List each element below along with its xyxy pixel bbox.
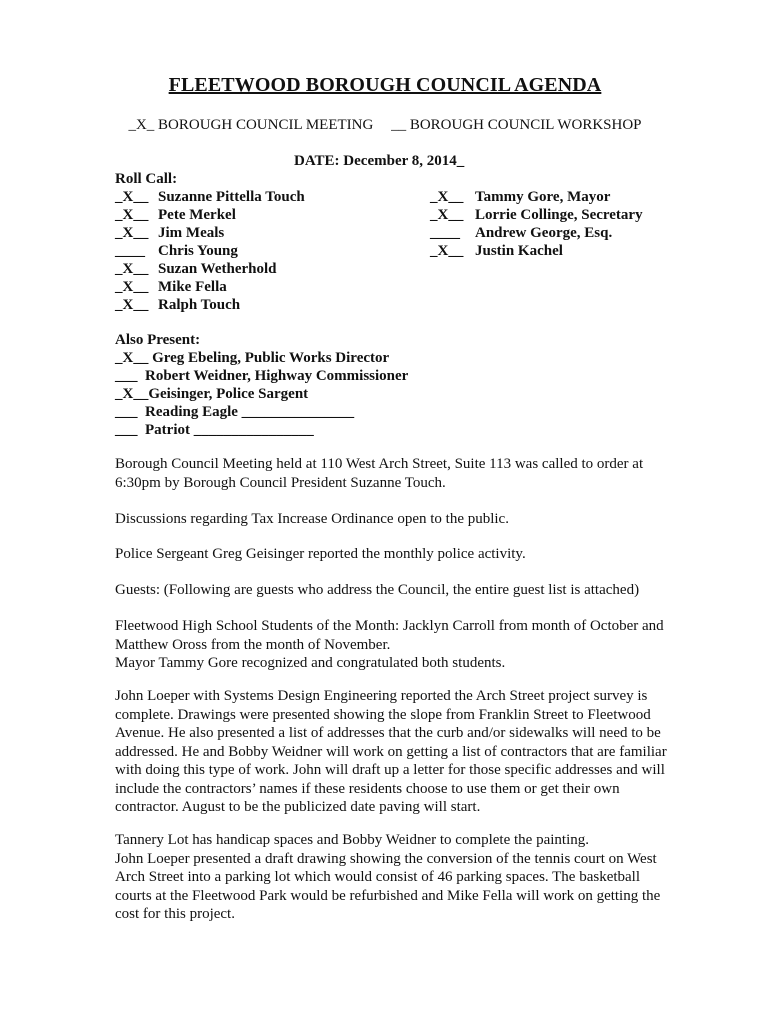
meeting-type-row (0, 117, 770, 134)
member-name: Suzanne Pittella Touch (158, 189, 305, 205)
minutes-text: Police Sergeant Greg Geisinger reported the monthly police activity. (115, 546, 526, 562)
attendance-mark: ____ (430, 225, 460, 241)
roll-call-row (430, 242, 670, 260)
attendance-mark: _X__ (115, 207, 149, 223)
attendance-mark: _X__ (115, 261, 149, 277)
minutes-text: Tannery Lot has handicap spaces and Bobby Weidner to complete the painting. (115, 832, 589, 848)
council-workshop-option: __ BOROUGH COUNCIL WORKSHOP (391, 117, 642, 133)
minutes-paragraph (115, 831, 670, 924)
member-name: Andrew George, Esq. (475, 225, 613, 241)
attendance-mark: _X__ (115, 189, 149, 205)
also-present-item: _X__Geisinger, Police Sargent (115, 386, 309, 402)
roll-call-row (115, 260, 415, 278)
member-name: Jim Meals (158, 225, 225, 241)
member-name: Ralph Touch (158, 297, 241, 313)
also-present-item: ___ Patriot ________________ (115, 422, 314, 438)
minutes-paragraph (115, 545, 670, 564)
minutes-text: John Loeper with Systems Design Engineering reported the Arch Street project survey is complete. Drawings were presented showing the slope from Franklin Street to Fleetwood Avenue. He also presented a list of addresses that the curb and/or sidewalks will need to be addressed. He and Bobby Weidner will work on getting a list of contractors that are familiar with doing this type of work. John will draft up a letter for those specific addresses and will include the contractors’ names if these residents choose to use them or get their own contractor. August to be the publicized date paving will start. (115, 688, 667, 815)
also-present-heading: Also Present: (115, 332, 201, 348)
roll-call-row (115, 206, 415, 224)
also-present-item: ___ Robert Weidner, Highway Commissioner (115, 368, 409, 384)
attendance-mark: _X__ (115, 279, 149, 295)
roll-call-row (115, 242, 415, 260)
minutes-paragraph (115, 617, 670, 673)
page-title: FLEETWOOD BOROUGH COUNCIL AGENDA (168, 74, 602, 96)
roll-call-row (430, 206, 670, 224)
minutes-text: Guests: (Following are guests who address the Council, the entire guest list is attached) (115, 582, 640, 598)
member-name: Tammy Gore, Mayor (475, 189, 611, 205)
also-present-item: _X__ Greg Ebeling, Public Works Director (115, 350, 390, 366)
attendance-mark: _X__ (430, 207, 464, 223)
roll-call-row (430, 188, 670, 206)
minutes-paragraph (115, 687, 670, 817)
member-name: Justin Kachel (475, 243, 563, 259)
roll-call-row (430, 224, 670, 242)
also-present-item: ___ Reading Eagle _______________ (115, 404, 355, 420)
roll-call-heading: Roll Call: (115, 171, 178, 187)
member-name: Mike Fella (158, 279, 227, 295)
roll-call-row (115, 278, 415, 296)
attendance-mark: _X__ (115, 297, 149, 313)
attendance-mark: _X__ (430, 243, 464, 259)
member-name: Chris Young (158, 243, 238, 259)
minutes-text: Borough Council Meeting held at 110 West Arch Street, Suite 113 was called to order at 6:30pm by Borough Council President Suzanne Touch. (115, 456, 644, 491)
attendance-mark: ____ (115, 243, 145, 259)
minutes-text: John Loeper presented a draft drawing showing the conversion of the tennis court on West Arch Street into a parking lot which would consist of 46 parking spaces. The basketball courts at the Fleetwood Park would be refurbished and Mike Fella will work on getting the cost for this project. (115, 850, 661, 922)
minutes-paragraph (115, 510, 670, 529)
meeting-date: DATE: December 8, 2014_ (294, 153, 465, 169)
roll-call-row (115, 188, 415, 206)
member-name: Pete Merkel (158, 207, 236, 223)
minutes-text: Fleetwood High School Students of the Month: Jacklyn Carroll from month of October and Matthew Oross from the month of November. (115, 618, 664, 653)
member-name: Lorrie Collinge, Secretary (475, 207, 643, 223)
minutes-paragraph (115, 581, 685, 600)
attendance-mark: _X__ (430, 189, 464, 205)
member-name: Suzan Wetherhold (158, 261, 277, 277)
attendance-mark: _X__ (115, 225, 149, 241)
roll-call-row (115, 296, 415, 314)
roll-call-row (115, 224, 415, 242)
minutes-text: Discussions regarding Tax Increase Ordinance open to the public. (115, 511, 509, 527)
minutes-text: Mayor Tammy Gore recognized and congratulated both students. (115, 655, 506, 671)
council-meeting-option: _X_ BOROUGH COUNCIL MEETING (128, 117, 374, 133)
minutes-paragraph (115, 455, 670, 492)
